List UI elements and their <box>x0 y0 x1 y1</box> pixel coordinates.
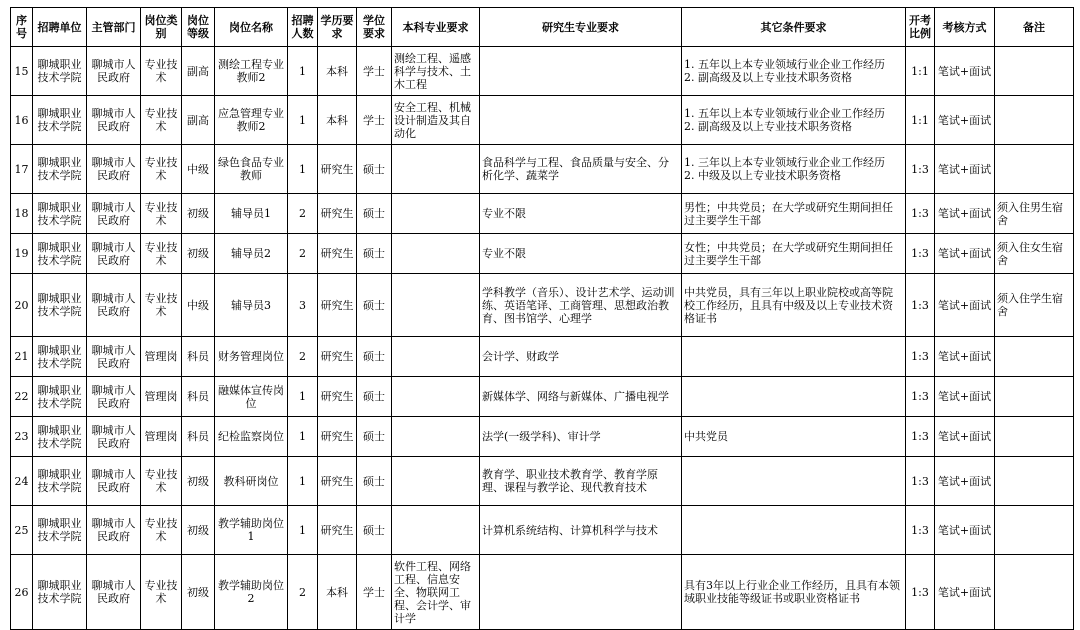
cell-category: 专业技术 <box>141 506 182 555</box>
cell-undergrad: 安全工程、机械设计制造及其自动化 <box>392 96 480 145</box>
cell-other: 中共党员 <box>682 417 906 457</box>
cell-remark: 须入住女生宿舍 <box>995 234 1074 274</box>
cell-grade: 初级 <box>182 194 215 234</box>
cell-graduate: 专业不限 <box>480 194 682 234</box>
cell-graduate: 食品科学与工程、食品质量与安全、分析化学、蔬菜学 <box>480 145 682 194</box>
cell-dept: 聊城市人民政府 <box>87 145 141 194</box>
cell-ratio: 1:3 <box>906 274 935 337</box>
cell-graduate <box>480 96 682 145</box>
cell-exam: 笔试+面试 <box>935 337 995 377</box>
cell-graduate: 会计学、财政学 <box>480 337 682 377</box>
cell-unit: 聊城职业技术学院 <box>33 274 87 337</box>
cell-grade: 中级 <box>182 274 215 337</box>
cell-undergrad <box>392 274 480 337</box>
cell-ratio: 1:3 <box>906 145 935 194</box>
cell-degree: 硕士 <box>357 337 392 377</box>
cell-education: 研究生 <box>318 234 357 274</box>
cell-grade: 初级 <box>182 457 215 506</box>
cell-unit: 聊城职业技术学院 <box>33 145 87 194</box>
cell-exam: 笔试+面试 <box>935 47 995 96</box>
table-row <box>11 194 1074 234</box>
cell-exam: 笔试+面试 <box>935 506 995 555</box>
cell-position: 辅导员2 <box>215 234 288 274</box>
cell-category: 管理岗 <box>141 377 182 417</box>
cell-remark <box>995 506 1074 555</box>
cell-seq: 22 <box>11 377 33 417</box>
cell-graduate: 新媒体学、网络与新媒体、广播电视学 <box>480 377 682 417</box>
cell-degree: 硕士 <box>357 457 392 506</box>
cell-degree: 硕士 <box>357 234 392 274</box>
cell-education: 研究生 <box>318 194 357 234</box>
table-row <box>11 96 1074 145</box>
table-row <box>11 234 1074 274</box>
cell-unit: 聊城职业技术学院 <box>33 96 87 145</box>
header-degree: 学位要求 <box>357 8 392 47</box>
cell-remark: 须入住男生宿舍 <box>995 194 1074 234</box>
cell-remark <box>995 377 1074 417</box>
cell-unit: 聊城职业技术学院 <box>33 194 87 234</box>
cell-degree: 硕士 <box>357 145 392 194</box>
header-education: 学历要求 <box>318 8 357 47</box>
cell-seq: 26 <box>11 555 33 630</box>
cell-seq: 23 <box>11 417 33 457</box>
table-row <box>11 377 1074 417</box>
cell-seq: 16 <box>11 96 33 145</box>
cell-graduate <box>480 47 682 96</box>
cell-remark <box>995 96 1074 145</box>
cell-degree: 硕士 <box>357 194 392 234</box>
cell-grade: 科员 <box>182 337 215 377</box>
table-row <box>11 337 1074 377</box>
cell-dept: 聊城市人民政府 <box>87 457 141 506</box>
cell-category: 专业技术 <box>141 457 182 506</box>
header-position: 岗位名称 <box>215 8 288 47</box>
cell-exam: 笔试+面试 <box>935 145 995 194</box>
cell-category: 专业技术 <box>141 234 182 274</box>
cell-degree: 硕士 <box>357 377 392 417</box>
cell-other: 1. 五年以上本专业领域行业企业工作经历 2. 副高级及以上专业技术职务资格 <box>682 96 906 145</box>
cell-grade: 中级 <box>182 145 215 194</box>
cell-graduate <box>480 555 682 630</box>
cell-dept: 聊城市人民政府 <box>87 194 141 234</box>
cell-other: 具有3年以上行业企业工作经历，且具有本领域职业技能等级证书或职业资格证书 <box>682 555 906 630</box>
cell-seq: 17 <box>11 145 33 194</box>
cell-graduate: 法学(一级学科)、审计学 <box>480 417 682 457</box>
cell-category: 专业技术 <box>141 47 182 96</box>
cell-seq: 19 <box>11 234 33 274</box>
cell-seq: 24 <box>11 457 33 506</box>
cell-unit: 聊城职业技术学院 <box>33 417 87 457</box>
cell-ratio: 1:1 <box>906 96 935 145</box>
cell-count: 1 <box>288 96 318 145</box>
cell-position: 融媒体宣传岗位 <box>215 377 288 417</box>
cell-category: 专业技术 <box>141 274 182 337</box>
cell-unit: 聊城职业技术学院 <box>33 377 87 417</box>
cell-position: 绿色食品专业教师 <box>215 145 288 194</box>
cell-exam: 笔试+面试 <box>935 457 995 506</box>
cell-other <box>682 337 906 377</box>
header-graduate: 研究生专业要求 <box>480 8 682 47</box>
cell-undergrad <box>392 145 480 194</box>
cell-other: 男性；中共党员；在大学或研究生期间担任过主要学生干部 <box>682 194 906 234</box>
cell-grade: 初级 <box>182 555 215 630</box>
cell-seq: 25 <box>11 506 33 555</box>
cell-grade: 初级 <box>182 506 215 555</box>
cell-education: 本科 <box>318 47 357 96</box>
cell-undergrad <box>392 506 480 555</box>
cell-position: 教科研岗位 <box>215 457 288 506</box>
table-row <box>11 417 1074 457</box>
cell-remark <box>995 417 1074 457</box>
cell-education: 研究生 <box>318 377 357 417</box>
cell-dept: 聊城市人民政府 <box>87 417 141 457</box>
cell-ratio: 1:3 <box>906 194 935 234</box>
table-row <box>11 47 1074 96</box>
cell-count: 1 <box>288 417 318 457</box>
cell-graduate: 教育学、职业技术教育学、教育学原理、课程与教学论、现代教育技术 <box>480 457 682 506</box>
cell-education: 研究生 <box>318 337 357 377</box>
cell-ratio: 1:3 <box>906 555 935 630</box>
cell-degree: 硕士 <box>357 274 392 337</box>
cell-position: 教学辅助岗位1 <box>215 506 288 555</box>
cell-other <box>682 506 906 555</box>
cell-dept: 聊城市人民政府 <box>87 377 141 417</box>
cell-count: 1 <box>288 457 318 506</box>
cell-exam: 笔试+面试 <box>935 417 995 457</box>
cell-seq: 15 <box>11 47 33 96</box>
cell-unit: 聊城职业技术学院 <box>33 234 87 274</box>
cell-education: 本科 <box>318 555 357 630</box>
cell-undergrad <box>392 234 480 274</box>
cell-category: 专业技术 <box>141 194 182 234</box>
cell-unit: 聊城职业技术学院 <box>33 555 87 630</box>
cell-exam: 笔试+面试 <box>935 274 995 337</box>
cell-undergrad <box>392 457 480 506</box>
header-count: 招聘人数 <box>288 8 318 47</box>
cell-other: 1. 三年以上本专业领域行业企业工作经历 2. 中级及以上专业技术职务资格 <box>682 145 906 194</box>
cell-remark <box>995 555 1074 630</box>
cell-category: 管理岗 <box>141 337 182 377</box>
header-unit: 招聘单位 <box>33 8 87 47</box>
cell-category: 专业技术 <box>141 145 182 194</box>
header-remark: 备注 <box>995 8 1074 47</box>
cell-degree: 学士 <box>357 96 392 145</box>
header-category: 岗位类别 <box>141 8 182 47</box>
cell-degree: 硕士 <box>357 506 392 555</box>
cell-unit: 聊城职业技术学院 <box>33 337 87 377</box>
cell-education: 研究生 <box>318 145 357 194</box>
cell-dept: 聊城市人民政府 <box>87 506 141 555</box>
cell-degree: 硕士 <box>357 417 392 457</box>
cell-graduate: 专业不限 <box>480 234 682 274</box>
recruitment-table-wrapper <box>10 7 1074 630</box>
cell-category: 管理岗 <box>141 417 182 457</box>
cell-degree: 学士 <box>357 47 392 96</box>
cell-grade: 副高 <box>182 47 215 96</box>
cell-dept: 聊城市人民政府 <box>87 274 141 337</box>
cell-unit: 聊城职业技术学院 <box>33 457 87 506</box>
cell-remark: 须入住学生宿舍 <box>995 274 1074 337</box>
table-row <box>11 457 1074 506</box>
cell-seq: 20 <box>11 274 33 337</box>
cell-ratio: 1:3 <box>906 337 935 377</box>
cell-exam: 笔试+面试 <box>935 96 995 145</box>
cell-grade: 科员 <box>182 417 215 457</box>
header-other: 其它条件要求 <box>682 8 906 47</box>
table-row <box>11 506 1074 555</box>
cell-dept: 聊城市人民政府 <box>87 234 141 274</box>
cell-count: 2 <box>288 234 318 274</box>
cell-unit: 聊城职业技术学院 <box>33 47 87 96</box>
cell-ratio: 1:1 <box>906 47 935 96</box>
table-row <box>11 274 1074 337</box>
table-row <box>11 555 1074 630</box>
cell-undergrad: 测绘工程、遥感科学与技术、土木工程 <box>392 47 480 96</box>
header-ratio: 开考比例 <box>906 8 935 47</box>
cell-graduate: 学科教学（音乐）、设计艺术学、运动训练、英语笔译、工商管理、思想政治教育、图书馆学、心理学 <box>480 274 682 337</box>
cell-exam: 笔试+面试 <box>935 234 995 274</box>
cell-degree: 学士 <box>357 555 392 630</box>
cell-education: 研究生 <box>318 457 357 506</box>
cell-grade: 初级 <box>182 234 215 274</box>
cell-count: 2 <box>288 555 318 630</box>
cell-dept: 聊城市人民政府 <box>87 337 141 377</box>
header-exam: 考核方式 <box>935 8 995 47</box>
cell-category: 专业技术 <box>141 555 182 630</box>
cell-seq: 18 <box>11 194 33 234</box>
cell-undergrad <box>392 194 480 234</box>
cell-remark <box>995 145 1074 194</box>
cell-remark <box>995 337 1074 377</box>
header-seq: 序号 <box>11 8 33 47</box>
cell-count: 1 <box>288 145 318 194</box>
cell-category: 专业技术 <box>141 96 182 145</box>
header-grade: 岗位等级 <box>182 8 215 47</box>
cell-ratio: 1:3 <box>906 417 935 457</box>
cell-exam: 笔试+面试 <box>935 377 995 417</box>
cell-count: 1 <box>288 506 318 555</box>
cell-count: 1 <box>288 47 318 96</box>
cell-dept: 聊城市人民政府 <box>87 47 141 96</box>
cell-ratio: 1:3 <box>906 234 935 274</box>
cell-position: 教学辅助岗位2 <box>215 555 288 630</box>
cell-remark <box>995 47 1074 96</box>
cell-seq: 21 <box>11 337 33 377</box>
header-row <box>11 8 1074 47</box>
cell-position: 辅导员1 <box>215 194 288 234</box>
cell-exam: 笔试+面试 <box>935 555 995 630</box>
cell-other: 女性；中共党员；在大学或研究生期间担任过主要学生干部 <box>682 234 906 274</box>
cell-other: 1. 五年以上本专业领域行业企业工作经历 2. 副高级及以上专业技术职务资格 <box>682 47 906 96</box>
cell-exam: 笔试+面试 <box>935 194 995 234</box>
table-row <box>11 145 1074 194</box>
cell-remark <box>995 457 1074 506</box>
cell-dept: 聊城市人民政府 <box>87 555 141 630</box>
cell-unit: 聊城职业技术学院 <box>33 506 87 555</box>
cell-count: 2 <box>288 194 318 234</box>
cell-position: 测绘工程专业教师2 <box>215 47 288 96</box>
cell-position: 纪检监察岗位 <box>215 417 288 457</box>
cell-education: 本科 <box>318 96 357 145</box>
header-dept: 主管部门 <box>87 8 141 47</box>
cell-dept: 聊城市人民政府 <box>87 96 141 145</box>
cell-position: 辅导员3 <box>215 274 288 337</box>
cell-graduate: 计算机系统结构、计算机科学与技术 <box>480 506 682 555</box>
cell-undergrad <box>392 417 480 457</box>
cell-education: 研究生 <box>318 274 357 337</box>
cell-undergrad <box>392 337 480 377</box>
cell-ratio: 1:3 <box>906 457 935 506</box>
cell-other <box>682 457 906 506</box>
header-undergrad: 本科专业要求 <box>392 8 480 47</box>
cell-count: 3 <box>288 274 318 337</box>
cell-grade: 副高 <box>182 96 215 145</box>
cell-grade: 科员 <box>182 377 215 417</box>
cell-count: 1 <box>288 377 318 417</box>
cell-count: 2 <box>288 337 318 377</box>
cell-education: 研究生 <box>318 417 357 457</box>
cell-ratio: 1:3 <box>906 506 935 555</box>
cell-other <box>682 377 906 417</box>
recruitment-table <box>10 7 1074 630</box>
cell-undergrad: 软件工程、网络工程、信息安全、物联网工程、会计学、审计学 <box>392 555 480 630</box>
cell-education: 研究生 <box>318 506 357 555</box>
cell-undergrad <box>392 377 480 417</box>
cell-position: 财务管理岗位 <box>215 337 288 377</box>
cell-other: 中共党员，具有三年以上职业院校或高等院校工作经历，且具有中级及以上专业技术资格证书 <box>682 274 906 337</box>
cell-ratio: 1:3 <box>906 377 935 417</box>
cell-position: 应急管理专业教师2 <box>215 96 288 145</box>
